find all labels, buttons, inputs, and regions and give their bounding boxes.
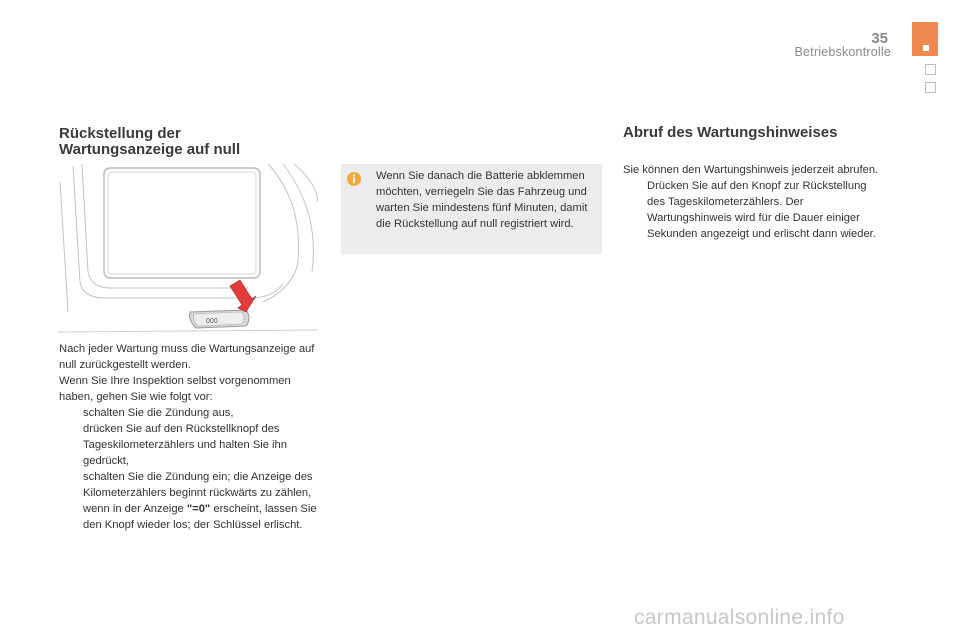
bullet-text-post: erscheint, lassen Sie den Knopf wieder los; der Schlüssel erlischt.: [83, 503, 317, 531]
watermark[interactable]: carmanualsonline.info: [634, 606, 845, 629]
reset-instructions: [59, 341, 324, 533]
bullet-item: [59, 469, 324, 501]
bullet-text: drücken Sie auf den Rückstellknopf des Tageskilometerzählers und halten Sie ihn gedrückt,: [83, 423, 287, 467]
display-screen: [104, 168, 260, 278]
dashboard-illustration: [58, 162, 318, 336]
info-box: [341, 164, 602, 254]
bullet-item: [623, 178, 883, 242]
bezel-outline: [263, 164, 299, 302]
section-name: Betriebskontrolle: [794, 45, 891, 59]
display-value: "=0": [186, 503, 211, 515]
paragraph: Nach jeder Wartung muss die Wartungsanzeige auf null zurückgestellt werden.: [59, 343, 315, 371]
reset-button: [190, 310, 249, 328]
bullet-text-pre: wenn in der Anzeige: [83, 503, 187, 515]
section-title-reset: [59, 126, 319, 158]
bullet-text: schalten Sie die Zündung aus,: [83, 407, 234, 419]
paragraph: Wenn Sie Ihre Inspektion selbst vorgenommen haben, gehen Sie wie folgt vor:: [59, 375, 291, 403]
bullet-text: schalten Sie die Zündung ein; die Anzeige des Kilometerzählers beginnt rückwärts zu zählen,: [83, 471, 313, 499]
paragraph: Sie können den Wartungshinweis jederzeit abrufen.: [623, 164, 879, 176]
bullet-item: [59, 405, 324, 421]
title-line: Wartungsanzeige auf null: [59, 141, 241, 158]
section-title-recall: Abruf des Wartungshinweises: [623, 124, 838, 141]
bezel-outline: [82, 164, 248, 288]
bullet-text: Drücken Sie auf den Knopf zur Rückstellung des Tageskilometerzählers. Der Wartungshinweis wird für die Dauer einiger Sekunden angezeigt und erlischt dann wieder.: [647, 180, 876, 240]
info-text: Wenn Sie danach die Batterie abklemmen möchten, verriegeln Sie das Fahrzeug und warten Sie mindestens fünf Minuten, damit die Rückstellung auf null registriert wird.: [376, 170, 588, 230]
dash-edge: [58, 330, 318, 332]
chapter-tab[interactable]: [925, 64, 936, 75]
chapter-tab-marker: [923, 45, 929, 51]
chapter-tab[interactable]: [925, 82, 936, 93]
arrow-icon: [230, 280, 256, 312]
title-line: Rückstellung der: [59, 125, 181, 142]
info-icon: [347, 172, 361, 186]
recall-instructions: [623, 162, 883, 242]
chapter-tab-active[interactable]: [912, 22, 938, 56]
bezel-outline: [60, 182, 68, 312]
button-label: 000: [206, 318, 218, 325]
bezel-outline: [294, 164, 318, 202]
display-inner: [108, 172, 256, 274]
bullet-item: [59, 421, 324, 469]
bullet-item: [59, 501, 324, 533]
bullet-text: [83, 503, 317, 531]
page-number: 35: [871, 30, 888, 47]
